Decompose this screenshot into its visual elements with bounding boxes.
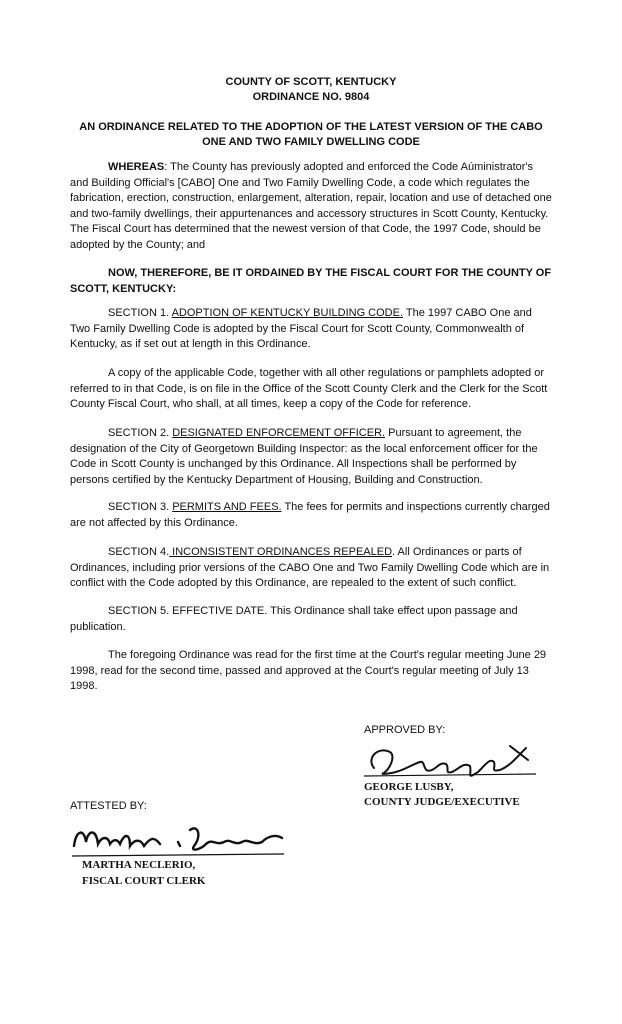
- attested-by-label: ATTESTED BY:: [70, 800, 147, 812]
- section-1-heading: ADOPTION OF KENTUCKY BUILDING CODE.: [171, 307, 404, 319]
- clerk-title: FISCAL COURT CLERK: [82, 875, 206, 887]
- foregoing-paragraph: [70, 648, 552, 695]
- county-heading: COUNTY OF SCOTT, KENTUCKY: [225, 76, 397, 88]
- judge-title: COUNTY JUDGE/EXECUTIVE: [364, 796, 520, 808]
- section-5-text: SECTION 5. EFFECTIVE DATE. This Ordinance shall take effect upon passage and publication.: [70, 605, 518, 633]
- whereas-lead: WHEREAS: [108, 161, 165, 173]
- whereas-paragraph: [70, 160, 552, 253]
- section-1-text: The 1997 CABO One and Two Family Dwelling Code is adopted by the Fiscal Court for Scott County, Commonwealth of Kentucky, as if set out at length in this Ordinance.: [70, 307, 532, 350]
- section-1-paragraph: [70, 306, 552, 353]
- section-3-heading: PERMITS AND FEES.: [172, 501, 282, 513]
- section-2-prefix: SECTION 2.: [108, 427, 173, 439]
- judge-name: GEORGE LUSBY,: [364, 781, 454, 793]
- section-3-text: The fees for permits and inspections currently charged are not affected by this Ordinance.: [70, 501, 550, 529]
- section-2-paragraph: [70, 426, 552, 488]
- section-4-prefix: SECTION 4.: [108, 546, 170, 558]
- code-copy-text: A copy of the applicable Code, together with all other regulations or pamphlets adopted or referred to in that Code, is on file in the Office of the Scott County Clerk and the Clerk for the Scott County Fiscal Court, who shall, at all times, keep a copy of the Code for reference.: [70, 367, 548, 410]
- section-3-paragraph: [70, 500, 552, 531]
- approved-by-label: APPROVED BY:: [364, 724, 446, 736]
- section-2-text: Pursuant to agreement, the designation of the City of Georgetown Building Inspector: as the local enforcement officer for the Code in Scott County is unchanged by this Ordinance. All Inspections shall be performed by persons certified by the Kentucky Department of Housing, Building and Construction.: [70, 427, 538, 486]
- foregoing-text: The foregoing Ordinance was read for the first time at the Court's regular meeting June 29 1998, read for the second time, passed and approved at the Court's regular meeting of July 13 1998.: [70, 649, 547, 692]
- section-4-text: . All Ordinances or parts of Ordinances, including prior versions of the CABO One and Two Family Dwelling Code which are in conflict with the Code adopted by this Ordinance, are repealed to the extent of such conflict.: [70, 546, 550, 589]
- section-2-heading: DESIGNATED ENFORCEMENT OFFICER.: [172, 427, 386, 439]
- whereas-text: : The County has previously adopted and enforced the Code Aúministrator's and Building Official's [CABO] One and Two Family Dwelling Code, a code which regulates the fabrication, erection, construction, enlargement, alteration, repair, location and use of detached one and two-family dwellings, their appurtenances and accessory structures in Scott County, Kentucky. The Fiscal Court has determined that the newest version of that Code, the 1997 Code, should be adopted by the County; and: [70, 161, 552, 251]
- section-4-heading: INCONSISTENT ORDINANCES REPEALED: [169, 546, 393, 558]
- ordinance-number: ORDINANCE NO. 9804: [252, 91, 370, 103]
- clerk-signature: [68, 816, 288, 860]
- section-3-prefix: SECTION 3.: [108, 501, 173, 513]
- now-therefore-paragraph: [70, 266, 552, 297]
- section-4-paragraph: [70, 545, 552, 592]
- section-1-prefix: SECTION 1.: [108, 307, 172, 319]
- section-5-paragraph: [70, 604, 552, 635]
- clerk-name: MARTHA NECLERIO,: [82, 859, 196, 871]
- ordinance-title: AN ORDINANCE RELATED TO THE ADOPTION OF THE LATEST VERSION OF THE CABO ONE AND TWO FAMILY DWELLING CODE: [79, 121, 543, 148]
- now-therefore-text: NOW, THEREFORE, BE IT ORDAINED BY THE FISCAL COURT FOR THE COUNTY OF SCOTT, KENTUCKY:: [70, 267, 552, 295]
- code-copy-paragraph: [70, 366, 552, 413]
